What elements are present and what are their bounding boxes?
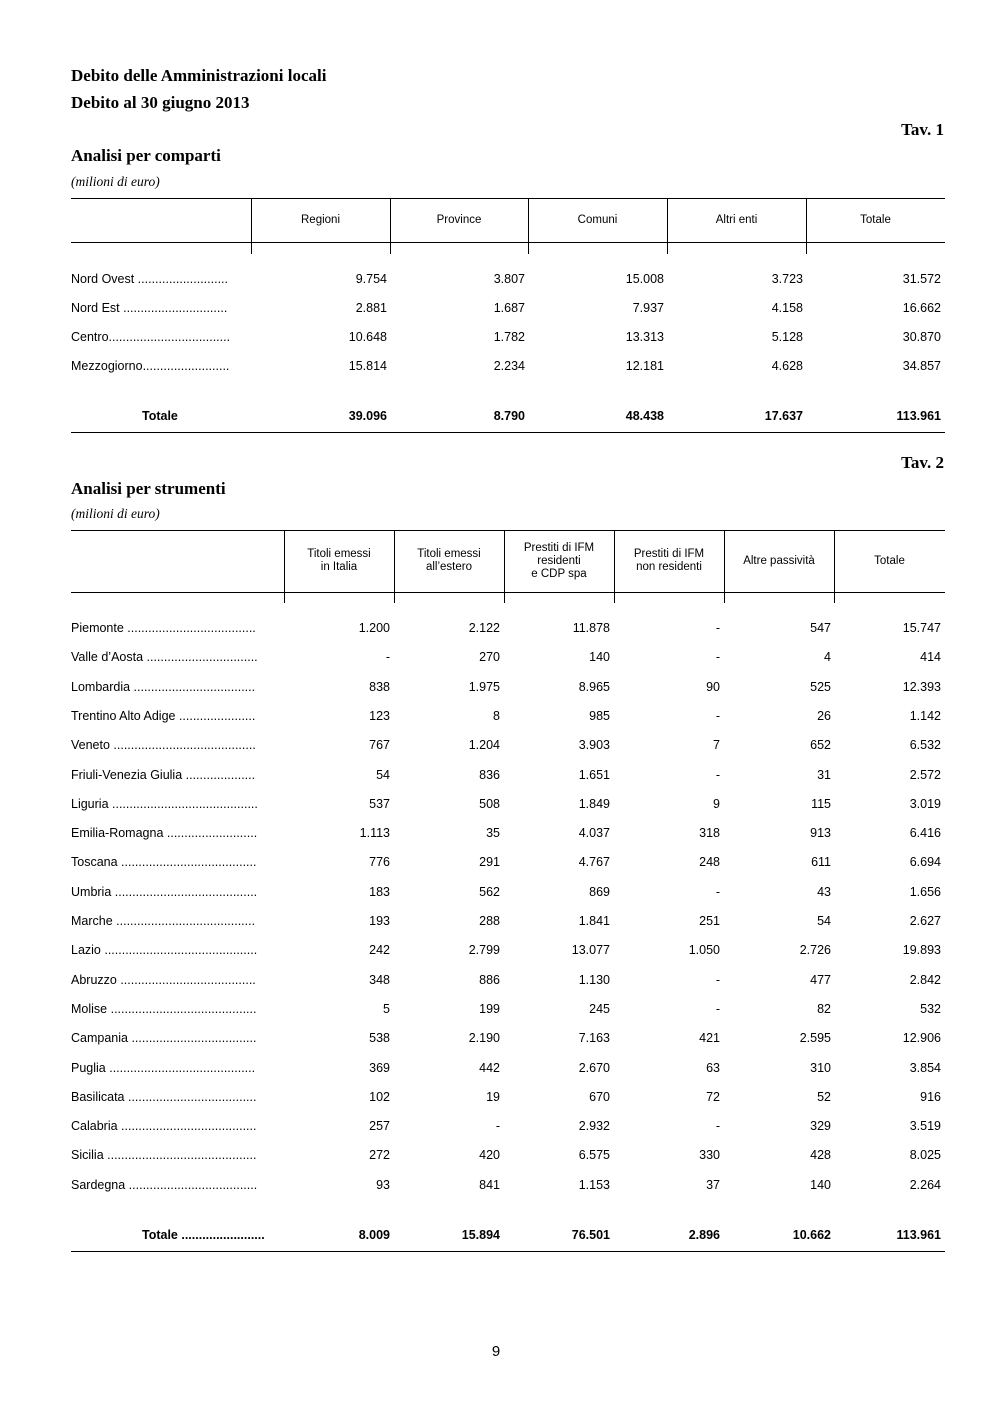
table1-col-header: Province [436, 213, 482, 226]
cell-value: 2.572 [909, 767, 941, 782]
cell-value: - [715, 972, 720, 987]
table1-col-header: Altri enti [715, 213, 758, 226]
cell-value: 538 [369, 1031, 390, 1046]
cell-value: 5.128 [771, 330, 803, 344]
cell-value: 2.670 [578, 1060, 610, 1075]
cell-value: 562 [479, 884, 500, 899]
table1-header-rule [71, 242, 945, 243]
total-value: 76.501 [571, 1228, 610, 1242]
cell-value: 2.799 [468, 943, 500, 958]
cell-value: 2.881 [355, 301, 387, 315]
table2-unit: (milioni di euro) [71, 506, 160, 521]
cell-value: 1.975 [468, 679, 500, 694]
cell-value: 3.854 [909, 1060, 941, 1075]
cell-value: 428 [810, 1148, 831, 1163]
table2-row [71, 1061, 945, 1079]
cell-value: 35 [486, 826, 500, 841]
row-label: Piemonte ..................................... [71, 621, 256, 635]
cell-value: 4 [824, 650, 831, 665]
row-label: Marche ........................................ [71, 914, 256, 928]
cell-value: 12.181 [625, 359, 664, 373]
cell-value: 2.842 [909, 972, 941, 987]
row-label: Campania .................................... [71, 1031, 257, 1046]
cell-value: 6.532 [909, 738, 941, 753]
cell-value: 8.965 [578, 679, 610, 694]
row-label: Abruzzo ....................................... [71, 972, 256, 987]
table1-row [71, 359, 945, 377]
row-label: Veneto ......................................... [71, 738, 256, 753]
cell-value: 1.651 [578, 767, 610, 782]
cell-value: 242 [369, 943, 390, 958]
cell-value: 54 [376, 767, 390, 782]
cell-value: 8.025 [909, 1148, 941, 1163]
cell-value: 9 [713, 796, 720, 811]
table2-row [71, 680, 945, 698]
table2-row [71, 973, 945, 991]
cell-value: 3.519 [909, 1119, 941, 1134]
table2-col-header: Titoli emessi all’estero [417, 548, 481, 573]
cell-value: 5 [383, 1001, 390, 1016]
table2-col-header: Prestiti di IFM non residenti [633, 548, 705, 573]
cell-value: 123 [369, 708, 390, 723]
cell-value: 1.050 [688, 943, 720, 958]
cell-value: 34.857 [902, 359, 941, 373]
cell-value: 4.037 [578, 826, 610, 841]
cell-value: 102 [369, 1089, 390, 1104]
cell-value: 2.726 [799, 943, 831, 958]
table2-row [71, 1090, 945, 1108]
cell-value: 442 [479, 1060, 500, 1075]
cell-value: 329 [810, 1119, 831, 1134]
cell-value: 248 [699, 855, 720, 870]
total-label: Totale ........................ [142, 1228, 265, 1242]
cell-value: 841 [479, 1177, 500, 1192]
cell-value: 31 [817, 767, 831, 782]
cell-value: - [715, 621, 720, 635]
row-label: Trentino Alto Adige ...................... [71, 708, 256, 723]
table1-number: Tav. 1 [901, 120, 944, 139]
cell-value: 193 [369, 914, 390, 928]
cell-value: 1.687 [493, 301, 525, 315]
row-label: Mezzogiorno......................... [71, 359, 230, 373]
table1-col-header: Totale [860, 213, 891, 226]
row-label: Lazio ............................................ [71, 943, 258, 958]
cell-value: 1.204 [468, 738, 500, 753]
table2-col-header: Totale [874, 554, 905, 567]
table2-number: Tav. 2 [901, 453, 944, 472]
table2-row [71, 1031, 945, 1049]
cell-value: 115 [811, 796, 831, 811]
cell-value: 1.130 [578, 972, 610, 987]
cell-value: 1.113 [359, 826, 390, 841]
cell-value: 776 [369, 855, 390, 870]
cell-value: 3.723 [771, 272, 803, 286]
row-label: Sardegna ..................................... [71, 1177, 258, 1192]
table2-row [71, 768, 945, 786]
cell-value: 1.849 [578, 796, 610, 811]
cell-value: 1.200 [358, 621, 390, 635]
total-value: 113.961 [896, 409, 941, 423]
table2-row [71, 826, 945, 844]
cell-value: 369 [369, 1060, 390, 1075]
cell-value: 7.163 [578, 1031, 610, 1046]
table2-col-header: Altre passività [743, 554, 815, 567]
cell-value: - [715, 650, 720, 665]
cell-value: 16.662 [902, 301, 941, 315]
cell-value: 15.008 [625, 272, 664, 286]
cell-value: 19 [486, 1089, 500, 1104]
cell-value: 4.767 [578, 855, 610, 870]
table1-col-header: Comuni [577, 213, 618, 226]
cell-value: 15.814 [348, 359, 387, 373]
cell-value: - [715, 708, 720, 723]
cell-value: 140 [589, 650, 610, 665]
table2-title: Analisi per strumenti [71, 479, 226, 498]
row-label: Nord Est .............................. [71, 301, 228, 315]
table1-total-row [71, 409, 945, 427]
cell-value: 140 [810, 1177, 831, 1192]
row-label: Calabria ....................................... [71, 1119, 257, 1134]
table2-row [71, 885, 945, 903]
cell-value: 54 [817, 914, 831, 928]
cell-value: 330 [699, 1148, 720, 1163]
cell-value: 37 [706, 1177, 720, 1192]
cell-value: 10.648 [348, 330, 387, 344]
row-label: Umbria ......................................... [71, 884, 258, 899]
cell-value: 421 [699, 1031, 720, 1046]
table2-col-header: Titoli emessi in Italia [307, 548, 371, 573]
cell-value: 611 [811, 855, 831, 870]
cell-value: 414 [920, 650, 941, 665]
cell-value: 310 [810, 1060, 831, 1075]
cell-value: - [715, 1001, 720, 1016]
cell-value: 2.122 [468, 621, 500, 635]
cell-value: 19.893 [902, 943, 941, 958]
cell-value: - [715, 884, 720, 899]
cell-value: 13.077 [571, 943, 610, 958]
cell-value: 477 [810, 972, 831, 987]
cell-value: - [715, 767, 720, 782]
cell-value: 420 [479, 1148, 500, 1163]
cell-value: 15.747 [902, 621, 941, 635]
cell-value: 26 [817, 708, 831, 723]
cell-value: 1.153 [578, 1177, 610, 1192]
row-label: Emilia-Romagna .......................... [71, 826, 258, 841]
table2-row [71, 855, 945, 873]
cell-value: 272 [369, 1148, 390, 1163]
total-value: 39.096 [348, 409, 387, 423]
document-title: Debito delle Amministrazioni locali [71, 66, 327, 85]
cell-value: 2.190 [468, 1031, 500, 1046]
cell-value: - [495, 1119, 500, 1134]
table2-row [71, 1148, 945, 1166]
cell-value: 199 [479, 1001, 500, 1016]
table1-unit: (milioni di euro) [71, 174, 160, 189]
page-number: 9 [491, 1343, 501, 1360]
table2-bottom-rule [71, 1251, 945, 1252]
row-label: Lombardia ................................... [71, 679, 256, 694]
cell-value: 985 [589, 708, 610, 723]
table1-bottom-rule [71, 432, 945, 433]
cell-value: 90 [706, 679, 720, 694]
cell-value: 767 [369, 738, 390, 753]
cell-value: 30.870 [902, 330, 941, 344]
row-label: Friuli-Venezia Giulia .................... [71, 767, 256, 782]
total-value: 10.662 [792, 1228, 831, 1242]
table2-row [71, 650, 945, 668]
cell-value: 245 [589, 1001, 610, 1016]
total-value: 8.790 [493, 409, 525, 423]
cell-value: 270 [479, 650, 500, 665]
cell-value: 916 [920, 1089, 941, 1104]
table1-row [71, 272, 945, 290]
table1-col-header: Regioni [301, 213, 340, 226]
table2-total-row [71, 1228, 945, 1246]
cell-value: 251 [699, 914, 720, 928]
cell-value: 3.807 [493, 272, 525, 286]
row-label: Basilicata ..................................... [71, 1089, 257, 1104]
cell-value: 11.878 [572, 621, 610, 635]
cell-value: 1.142 [909, 708, 941, 723]
cell-value: 547 [810, 621, 831, 635]
cell-value: 12.393 [902, 679, 941, 694]
cell-value: 2.595 [799, 1031, 831, 1046]
cell-value: 52 [817, 1089, 831, 1104]
cell-value: 348 [369, 972, 390, 987]
table2-row [71, 738, 945, 756]
cell-value: 1.782 [493, 330, 525, 344]
row-label: Toscana ....................................... [71, 855, 257, 870]
cell-value: 2.264 [909, 1177, 941, 1192]
table2-row [71, 1002, 945, 1020]
cell-value: 652 [810, 738, 831, 753]
total-value: 48.438 [625, 409, 664, 423]
cell-value: 318 [699, 826, 720, 841]
cell-value: 6.416 [909, 826, 941, 841]
table1-title: Analisi per comparti [71, 146, 221, 165]
total-label: Totale [142, 409, 178, 423]
cell-value: 63 [706, 1060, 720, 1075]
table1-row [71, 301, 945, 319]
cell-value: 4.158 [771, 301, 803, 315]
row-label: Nord Ovest .......................... [71, 272, 228, 286]
cell-value: 82 [817, 1001, 831, 1016]
cell-value: 31.572 [902, 272, 941, 286]
table2-header-rule [71, 592, 945, 593]
row-label: Puglia .......................................... [71, 1060, 256, 1075]
table2-row [71, 797, 945, 815]
cell-value: 9.754 [355, 272, 387, 286]
cell-value: 886 [479, 972, 500, 987]
cell-value: 836 [479, 767, 500, 782]
table2-row [71, 621, 945, 639]
cell-value: 838 [369, 679, 390, 694]
cell-value: 183 [369, 884, 390, 899]
total-value: 2.896 [688, 1228, 720, 1242]
cell-value: 12.906 [902, 1031, 941, 1046]
total-value: 113.961 [896, 1228, 941, 1242]
table2-row [71, 1178, 945, 1196]
cell-value: - [715, 1119, 720, 1134]
table2-col-header: Prestiti di IFM residenti e CDP spa [523, 541, 595, 580]
row-label: Valle d’Aosta ................................ [71, 650, 258, 665]
cell-value: 6.694 [909, 855, 941, 870]
total-value: 17.637 [764, 409, 803, 423]
cell-value: 1.841 [578, 914, 610, 928]
cell-value: 4.628 [771, 359, 803, 373]
cell-value: 13.313 [625, 330, 664, 344]
total-value: 8.009 [358, 1228, 390, 1242]
cell-value: 1.656 [909, 884, 941, 899]
table2-row [71, 1119, 945, 1137]
cell-value: 7.937 [632, 301, 664, 315]
table2-row [71, 709, 945, 727]
row-label: Sicilia ........................................... [71, 1148, 257, 1163]
cell-value: 508 [479, 796, 500, 811]
cell-value: 525 [810, 679, 831, 694]
row-label: Centro................................... [71, 330, 231, 344]
document-subtitle: Debito al 30 giugno 2013 [71, 93, 250, 112]
cell-value: 72 [706, 1089, 720, 1104]
cell-value: 3.019 [909, 796, 941, 811]
cell-value: - [385, 650, 390, 665]
cell-value: 6.575 [578, 1148, 610, 1163]
row-label: Molise .......................................... [71, 1001, 257, 1016]
cell-value: 8 [493, 708, 500, 723]
cell-value: 869 [589, 884, 610, 899]
cell-value: 913 [810, 826, 831, 841]
total-value: 15.894 [461, 1228, 500, 1242]
cell-value: 670 [589, 1089, 610, 1104]
table2-row [71, 914, 945, 932]
cell-value: 93 [376, 1177, 390, 1192]
cell-value: 291 [479, 855, 500, 870]
cell-value: 532 [920, 1001, 941, 1016]
table2-row [71, 943, 945, 961]
cell-value: 7 [713, 738, 720, 753]
cell-value: 3.903 [578, 738, 610, 753]
cell-value: 43 [817, 884, 831, 899]
cell-value: 288 [479, 914, 500, 928]
cell-value: 257 [369, 1119, 390, 1134]
cell-value: 2.234 [493, 359, 525, 373]
cell-value: 2.932 [578, 1119, 610, 1134]
table1-row [71, 330, 945, 348]
cell-value: 537 [369, 796, 390, 811]
row-label: Liguria .......................................... [71, 796, 258, 811]
cell-value: 2.627 [909, 914, 941, 928]
